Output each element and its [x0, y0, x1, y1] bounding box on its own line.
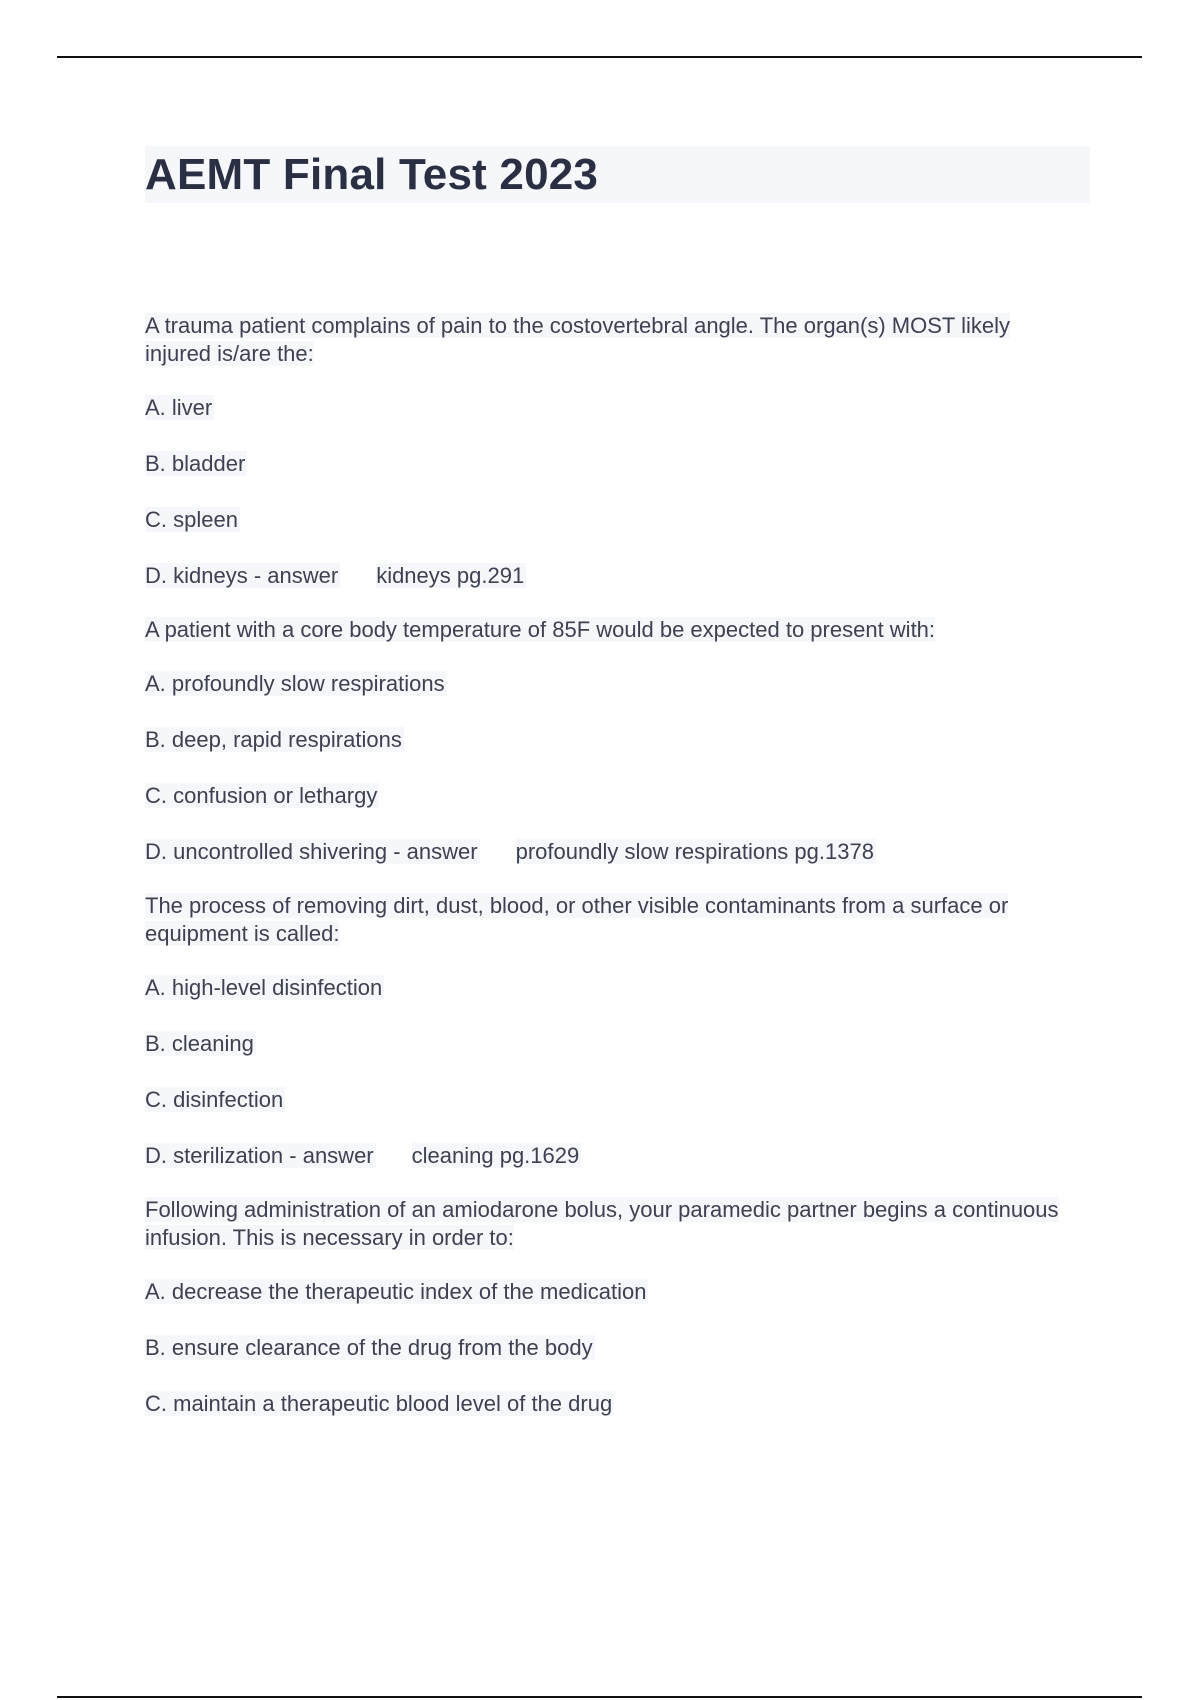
option-a: A. liver	[145, 395, 213, 420]
question-text: Following administration of an amiodarone bolus, your paramedic partner begins a continuous infusion. This is necessary in order to:	[145, 1197, 1059, 1250]
option-d: D. kidneys - answer kidneys pg.291	[145, 563, 525, 588]
option-c: C. disinfection	[145, 1087, 284, 1112]
top-rule	[57, 56, 1142, 58]
question-text: A patient with a core body temperature of 85F would be expected to present with:	[145, 617, 936, 642]
bottom-rule	[57, 1696, 1142, 1698]
answer-text: profoundly slow respirations pg.1378	[515, 839, 874, 864]
question-1	[145, 312, 1090, 590]
option-a: A. high-level disinfection	[145, 975, 383, 1000]
question-2	[145, 616, 1090, 866]
answer-text: cleaning pg.1629	[411, 1143, 580, 1168]
question-list	[145, 312, 1090, 1418]
option-b: B. bladder	[145, 451, 246, 476]
question-3	[145, 892, 1090, 1170]
title-block	[145, 146, 1090, 203]
option-c: C. confusion or lethargy	[145, 783, 378, 808]
option-a: A. profoundly slow respirations	[145, 671, 445, 696]
option-c: C. maintain a therapeutic blood level of the drug	[145, 1391, 613, 1416]
document-title: AEMT Final Test 2023	[145, 150, 599, 199]
option-d: D. sterilization - answer cleaning pg.1629	[145, 1143, 580, 1168]
question-text: A trauma patient complains of pain to the costovertebral angle. The organ(s) MOST likely injured is/are the:	[145, 313, 1010, 366]
document-page	[145, 146, 1090, 1446]
option-b: B. ensure clearance of the drug from the body	[145, 1335, 593, 1360]
option-d: D. uncontrolled shivering - answer profoundly slow respirations pg.1378	[145, 839, 874, 864]
option-b: B. deep, rapid respirations	[145, 727, 402, 752]
answer-text: kidneys pg.291	[376, 563, 525, 588]
option-b: B. cleaning	[145, 1031, 254, 1056]
option-a: A. decrease the therapeutic index of the medication	[145, 1279, 647, 1304]
question-4	[145, 1196, 1090, 1418]
option-c: C. spleen	[145, 507, 238, 532]
question-text: The process of removing dirt, dust, blood, or other visible contaminants from a surface or equipment is called:	[145, 893, 1009, 946]
